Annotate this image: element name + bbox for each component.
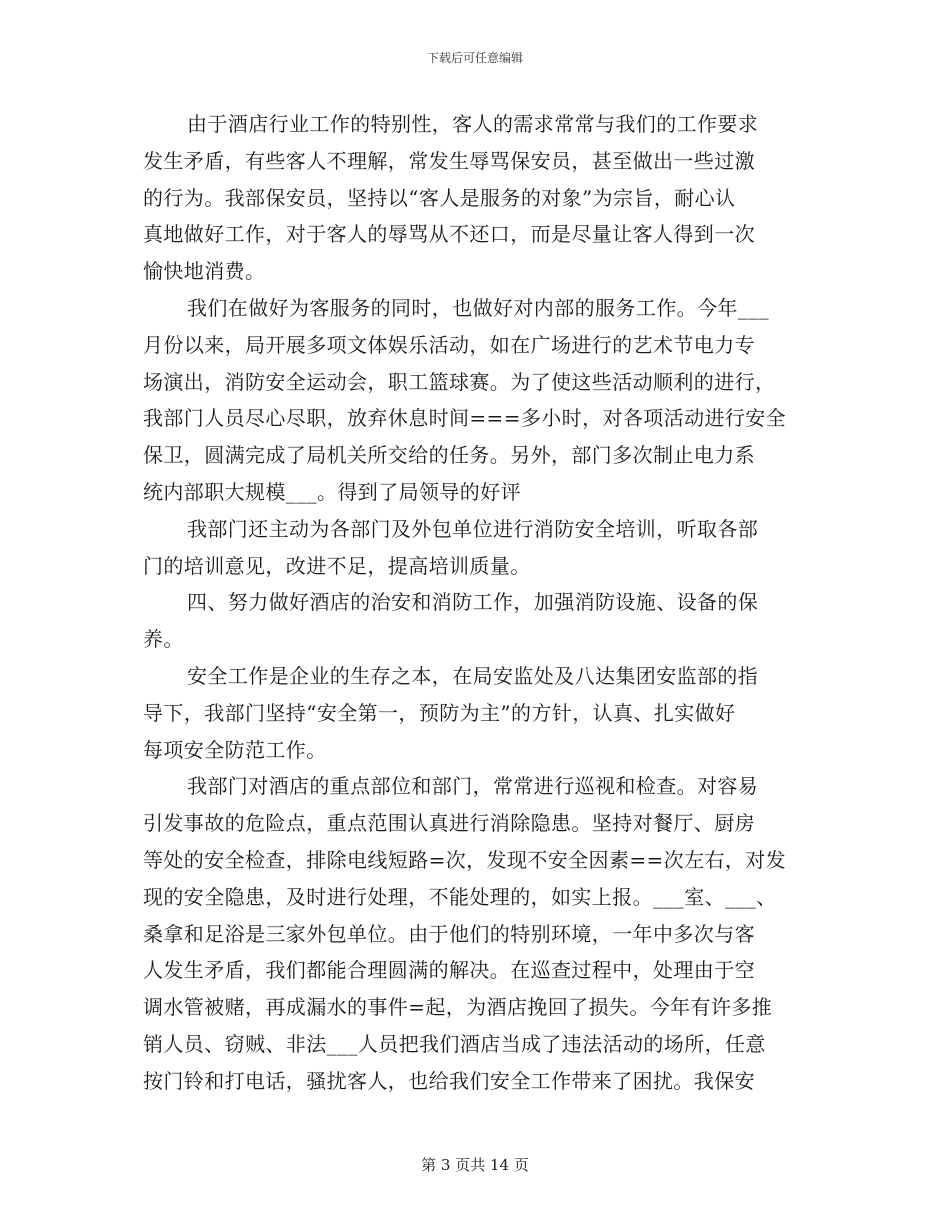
page-number: 第 3 页共 14 页 (421, 1156, 529, 1174)
paragraph-line: 养。 (143, 627, 184, 652)
paragraph-line: 月份以来，局开展多项文体娱乐活动，如在广场进行的艺术节电力专 (143, 332, 755, 357)
paragraph-line: 每项安全防范工作。 (143, 737, 327, 762)
page-header: 下载后可任意编辑 (426, 51, 523, 65)
paragraph-line: 等处的安全检查，排除电线短路=次，发现不安全因素==次左右，对发 (143, 847, 787, 872)
paragraph-line: 人发生矛盾，我们都能合理圆满的解决。在巡查过程中，处理由于空 (143, 958, 755, 983)
paragraph-first-line: 我部门对酒店的重点部位和部门，常常进行巡视和检查。对容易 (187, 774, 759, 799)
paragraph-line: 场演出，消防安全运动会，职工篮球赛。为了使这些活动顺利的进行， (143, 369, 776, 394)
paragraph-line: 真地做好工作，对于客人的辱骂从不还口，而是尽量让客人得到一次 (143, 222, 755, 247)
paragraph-line: 的行为。我部保安员，坚持以“客人是服务的对象”为宗旨，耐心认 (143, 185, 736, 210)
paragraph-line: 门的培训意见，改进不足，提高培训质量。 (143, 553, 531, 578)
paragraph-first-line: 由于酒店行业工作的特别性，客人的需求常常与我们的工作要求 (187, 112, 759, 136)
paragraph-line: 调水管被赌，再成漏水的事件=起，为酒店挽回了损失。今年有许多推 (143, 995, 773, 1020)
paragraph-first-line: 我部门还主动为各部门及外包单位进行消防安全培训，听取各部 (187, 516, 759, 541)
paragraph-line: 现的安全隐患，及时进行处理，不能处理的，如实上报。___室、___、 (143, 884, 777, 909)
paragraph-line: 愉快地消费。 (143, 259, 266, 284)
paragraph-line: 我部门人员尽心尽职，放弃休息时间===多小时，对各项活动进行安全 (143, 406, 787, 431)
document-body (143, 106, 807, 1100)
paragraph-line: 销人员、窃贼、非法___人员把我们酒店当成了违法活动的场所，任意 (143, 1031, 766, 1056)
paragraph-first-line: 安全工作是企业的生存之本，在局安监处及八达集团安监部的指 (187, 663, 759, 688)
paragraph-line: 保卫，圆满完成了局机关所交给的任务。另外，部门多次制止电力系 (143, 443, 755, 468)
paragraph-line: 统内部职大规模___。得到了局领导的好评 (143, 479, 521, 504)
paragraph-first-line: 我们在做好为客服务的同时，也做好对内部的服务工作。今年___ (187, 295, 769, 320)
paragraph-first-line: 四、努力做好酒店的治安和消防工作，加强消防设施、设备的保 (187, 590, 759, 615)
paragraph-line: 引发事故的危险点，重点范围认真进行消除隐患。坚持对餐厅、厨房 (143, 811, 755, 836)
paragraph-line: 导下，我部门坚持“安全第一，预防为主”的方针，认真、扎实做好 (143, 700, 736, 725)
paragraph-line: 发生矛盾，有些客人不理解，常发生辱骂保安员，甚至做出一些过激 (143, 148, 755, 173)
paragraph-line: 桑拿和足浴是三家外包单位。由于他们的特别环境，一年中多次与客 (143, 921, 755, 946)
paragraph-line: 按门铃和打电话，骚扰客人，也给我们安全工作带来了困扰。我保安 (143, 1068, 755, 1093)
